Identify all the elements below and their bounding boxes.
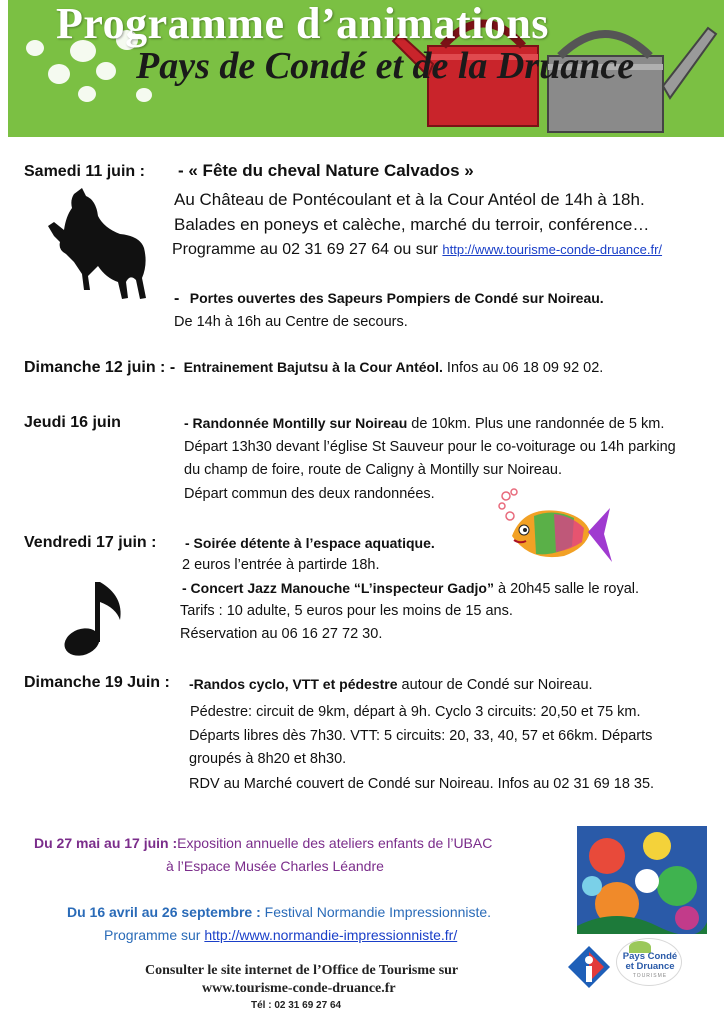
calvados-logo-icon [566, 944, 612, 990]
event-title-pompiers [174, 290, 604, 308]
concert-line-2: Réservation au 06 16 27 72 30. [180, 626, 383, 642]
day-sunday-12: Dimanche 12 juin : - [24, 359, 176, 376]
footer-line-1: Consulter le site internet de l’Office de Tourisme sur [145, 963, 459, 978]
banner-subtitle: Pays de Condé et de la Druance [136, 45, 635, 87]
randos-title: -Randos cyclo, VTT et pédestre [189, 676, 398, 692]
concert-title-rest: à 20h45 salle le royal. [493, 581, 640, 597]
programme-phone-text: Programme au 02 31 69 27 64 ou sur [172, 241, 443, 258]
randonnee-line-1: Départ 13h30 devant l’église St Sauveur pour le co-voiturage ou 14h parking [184, 439, 676, 455]
randos-line-4: RDV au Marché couvert de Condé sur Noireau. Infos au 02 31 69 18 35. [189, 776, 655, 792]
expo-dates: Du 27 mai au 17 juin : [34, 835, 178, 851]
logo-text-1: Pays Condé [622, 951, 678, 962]
tourisme-conde-druance-link[interactable]: http://www.tourisme-conde-druance.fr/ [442, 242, 663, 257]
fete-cheval-line-1: Au Château de Pontécoulant et à la Cour Antéol de 14h à 18h. [174, 190, 645, 209]
pompiers-line: De 14h à 16h au Centre de secours. [174, 314, 408, 330]
flower-decoration [96, 62, 116, 80]
expo-row [34, 835, 492, 851]
randos-line-2: Départs libres dès 7h30. VTT: 5 circuits: 20, 33, 40, 57 et 66km. Départs [189, 728, 653, 744]
festival-text: Festival Normandie Impressionniste. [260, 904, 492, 920]
concert-title: - Concert Jazz Manouche “L’inspecteur Gadjo” [182, 580, 494, 596]
normandie-impressionniste-link[interactable]: http://www.normandie-impressionniste.fr/ [204, 927, 458, 943]
randos-title-row [189, 676, 593, 694]
pays-conde-logo [616, 938, 682, 986]
music-note-icon [62, 576, 128, 658]
flower-decoration [136, 88, 152, 102]
expo-text-1: Exposition annuelle des ateliers enfants de l’UBAC [177, 835, 493, 851]
logo-text-3: TOURISME [632, 973, 668, 979]
fete-cheval-line-2: Balades en poneys et calèche, marché du terroir, conférence… [174, 215, 650, 234]
soiree-aquatique-line: 2 euros l’entrée à partirde 18h. [182, 557, 380, 573]
concert-title-row [182, 580, 639, 598]
fete-cheval-line-3 [172, 241, 662, 259]
bajutsu-info: Infos au 06 18 09 92 02. [442, 360, 604, 376]
children-artwork-image [577, 826, 707, 934]
event-title-fete-cheval: - « Fête du cheval Nature Calvados » [178, 161, 474, 180]
expo-text-2: à l’Espace Musée Charles Léandre [166, 858, 384, 874]
event-dash: - [174, 290, 180, 307]
flower-decoration [78, 86, 96, 102]
bajutsu-title: Entrainement Bajutsu à la Cour Antéol. [183, 359, 443, 375]
randonnee-title-row [184, 415, 664, 433]
day-saturday-11: Samedi 11 juin : [24, 163, 145, 180]
randos-line-1: Pédestre: circuit de 9km, départ à 9h. Cyclo 3 circuits: 20,50 et 75 km. [190, 704, 641, 720]
footer-website: www.tourisme-conde-druance.fr [202, 981, 396, 996]
banner-title: Programme d’animations [56, 0, 549, 48]
concert-line-1: Tarifs : 10 adulte, 5 euros pour les moins de 15 ans. [180, 603, 513, 619]
header-banner [8, 0, 724, 137]
randonnee-line-3: Départ commun des deux randonnées. [184, 486, 435, 502]
randos-line-3: groupés à 8h20 et 8h30. [189, 751, 347, 767]
flower-decoration [26, 40, 44, 56]
sunday-12-row [24, 359, 603, 377]
randonnee-title-rest: de 10km. Plus une randonnée de 5 km. [407, 416, 665, 432]
flower-decoration [48, 64, 70, 84]
fish-icon [494, 486, 614, 572]
festival-prog-row [104, 927, 457, 943]
festival-row [67, 904, 491, 920]
pompiers-title: Portes ouvertes des Sapeurs Pompiers de Condé sur Noireau. [189, 290, 604, 306]
randonnee-line-2: du champ de foire, route de Caligny à Montilly sur Noireau. [184, 462, 562, 478]
randos-title-rest: autour de Condé sur Noireau. [397, 677, 593, 693]
day-sunday-19: Dimanche 19 Juin : [24, 674, 170, 691]
day-thursday-16: Jeudi 16 juin [24, 414, 121, 431]
horse-icon [44, 186, 156, 302]
festival-dates: Du 16 avril au 26 septembre : [67, 904, 261, 920]
festival-prog-text: Programme sur [104, 927, 205, 943]
footer-phone: Tél : 02 31 69 27 64 [251, 1000, 342, 1011]
soiree-aquatique-title: - Soirée détente à l’espace aquatique. [185, 535, 435, 551]
day-friday-17: Vendredi 17 juin : [24, 534, 157, 551]
logo-text-2: et Druance [625, 961, 675, 972]
randonnee-title: - Randonnée Montilly sur Noireau [184, 415, 408, 431]
